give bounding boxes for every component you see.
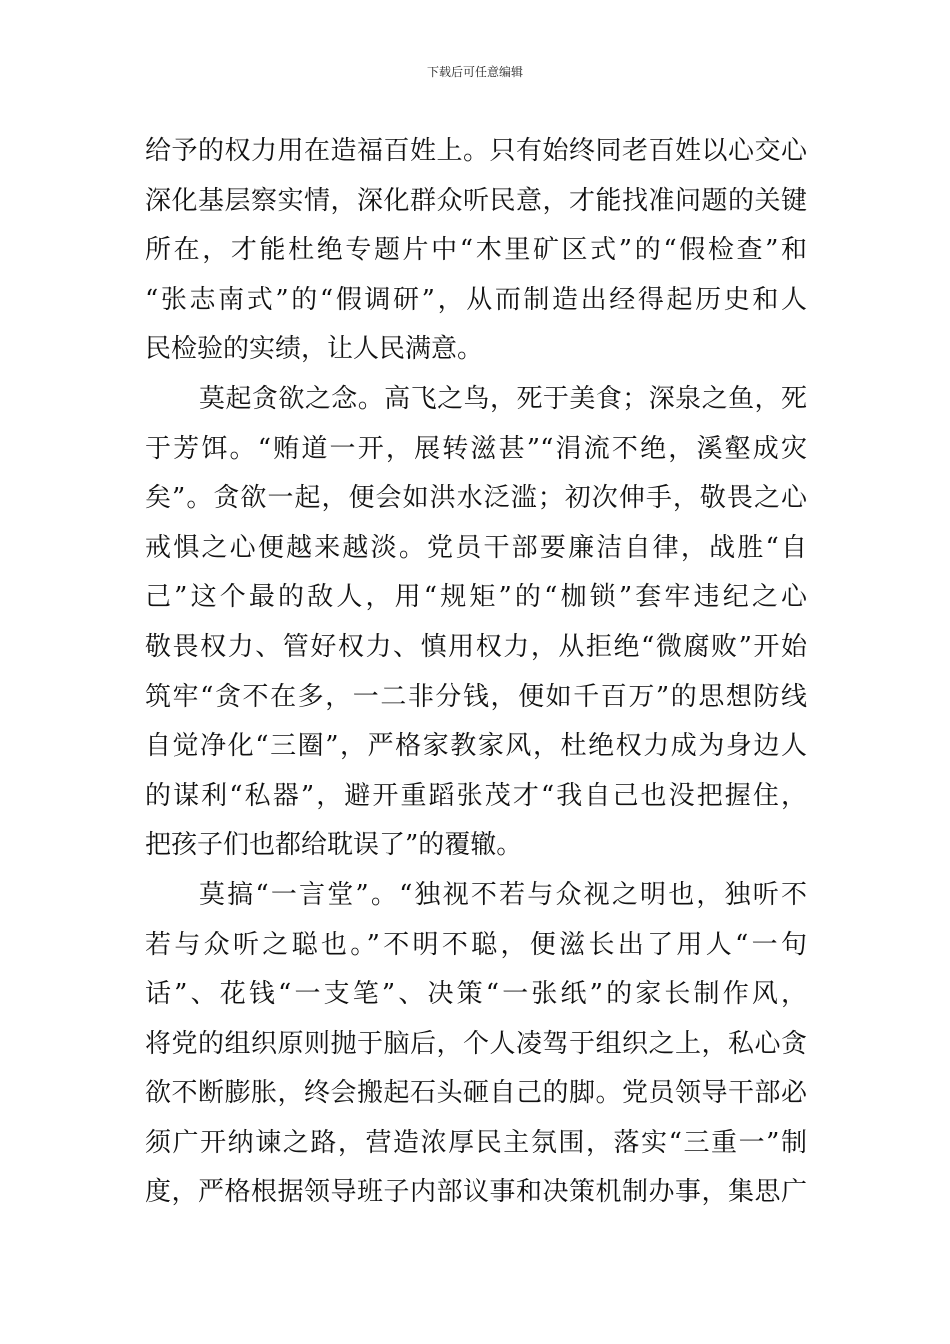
paragraph-3 <box>145 871 807 1218</box>
text-line: 欲不断膨胀，终会搬起石头砸自己的脚。党员领导干部必 <box>145 1078 807 1109</box>
text-line: 给予的权力用在造福百姓上。只有始终同老百姓以心交心 <box>145 136 807 166</box>
text-line: 深化基层察实情，深化群众听民意，才能找准问题的关键 <box>145 185 807 216</box>
page-header: 下载后可任意编辑 <box>426 65 523 79</box>
text-line: 己”这个最的敌人，用“规矩”的“枷锁”套牢违纪之心 <box>145 582 807 613</box>
text-line: 矣”。贪欲一起，便会如洪水泛滥；初次伸手，敬畏之心 <box>145 483 807 514</box>
text-line: 敬畏权力、管好权力、慎用权力，从拒绝“微腐败”开始 <box>145 631 807 662</box>
text-line: 将党的组织原则抛于脑后，个人凌驾于组织之上，私心贪 <box>145 1028 807 1059</box>
text-line: 戒惧之心便越来越淡。党员干部要廉洁自律，战胜“自 <box>145 532 807 563</box>
text-line: 的谋利“私器”，避开重蹈张茂才“我自己也没把握住， <box>145 780 807 811</box>
text-line: 民检验的实绩，让人民满意。 <box>145 334 484 365</box>
text-line: 筑牢“贪不在多，一二非分钱，便如千百万”的思想防线 <box>145 681 807 712</box>
paragraph-2 <box>145 375 807 871</box>
paragraph-1 <box>145 127 807 375</box>
text-line: 若与众听之聪也。”不明不聪，便滋长出了用人“一句 <box>145 929 807 960</box>
text-line: 莫搞“一言堂”。“独视不若与众视之明也，独听不 <box>199 879 807 910</box>
text-line: 于芳饵。“贿道一开，展转滋甚”“涓流不绝，溪壑成灾 <box>145 433 807 464</box>
document-body <box>145 127 807 1218</box>
text-line: 话”、花钱“一支笔”、决策“一张纸”的家长制作风， <box>145 979 807 1010</box>
text-line: 须广开纳谏之路，营造浓厚民主氛围，落实“三重一”制 <box>145 1127 807 1158</box>
text-line: 度，严格根据领导班子内部议事和决策机制办事，集思广 <box>145 1177 807 1208</box>
text-line: 莫起贪欲之念。高飞之鸟，死于美食；深泉之鱼，死 <box>199 383 807 414</box>
text-line: 把孩子们也都给耽误了”的覆辙。 <box>145 830 523 861</box>
text-line: “张志南式”的“假调研”，从而制造出经得起历史和人 <box>145 284 807 315</box>
text-line: 自觉净化“三圈”，严格家教家风，杜绝权力成为身边人 <box>145 731 807 762</box>
text-line: 所在，才能杜绝专题片中“木里矿区式”的“假检查”和 <box>145 235 807 266</box>
